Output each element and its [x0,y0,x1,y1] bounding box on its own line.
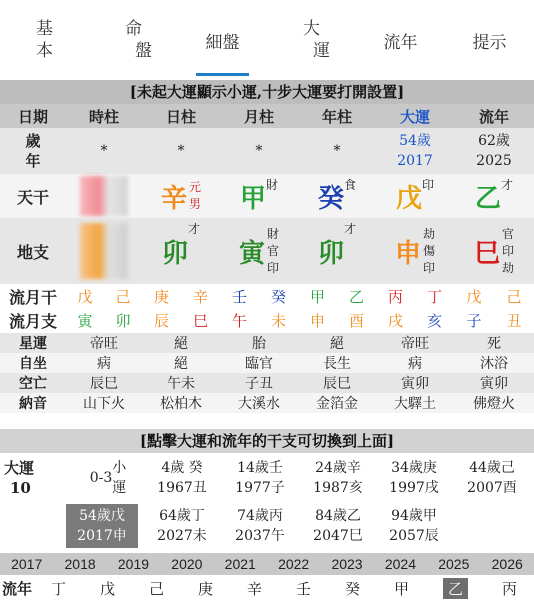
tiangan-day-sup: 元 [189,180,202,194]
xingyun-value: 絕 [174,336,188,352]
tiangan-dayun-sup: 印 [422,178,435,192]
tab-liunian-label: 流年 [383,32,418,53]
year-label: 2023 [331,556,363,572]
dizhi-day-hide: 才 [188,222,201,236]
xingyun-value: 帝旺 [401,336,429,352]
dizhi-liunian-hide-3: 劫 [502,260,515,275]
dizhi-row [0,218,534,284]
age-liunian [454,128,534,174]
tiangan-hour-blurred [66,174,142,218]
liunian-years-bar [0,553,534,575]
xiaoyun-char1: 小 [112,460,127,476]
tab-detail[interactable] [178,0,267,80]
dayun-label [4,458,34,498]
liuyue-zhi-item: 子 [466,311,482,330]
age-dayun [376,128,454,174]
dizhi-dayun[interactable] [376,218,454,284]
liuyue-zhi-item: 卯 [115,311,131,330]
year-label: 2021 [224,556,256,572]
dayun-cell[interactable] [298,504,378,548]
switch-notice: [點擊大運和流年的干支可切換到上面] [0,429,534,453]
dizhi-dayun-char: 申 [394,238,421,269]
dayun-year-zhi: 2037午 [235,528,285,544]
liuyue-gan-item: 癸 [270,287,286,306]
dayun-cell[interactable] [298,456,378,500]
liunian-item[interactable]: 庚 [197,580,213,598]
liuyue-gan-item: 己 [506,287,522,306]
liuyue-gan-item: 辛 [192,287,208,306]
xiaoyun-char2: 運 [112,480,127,496]
tiangan-liunian-sup: 才 [501,178,514,192]
liunian-year: 2025 [476,153,512,169]
age-label-line2: 年 [25,152,41,170]
dizhi-month-char: 寅 [238,238,265,269]
tiangan-row [0,174,534,218]
liunian-item[interactable]: 丁 [50,580,66,598]
tab-chart[interactable] [89,0,178,80]
liuyue-zhi-item: 酉 [348,311,364,330]
liuyue-zhi-item: 戌 [387,311,403,330]
tab-basic-line1: 基 [36,19,53,39]
dayun-cell[interactable] [142,504,222,548]
dizhi-liunian-char: 巳 [473,238,500,269]
dizhi-hour-blurred [66,218,142,284]
year-label: 2026 [491,556,523,572]
zizuo-value: 絕 [174,356,188,372]
tiangan-year[interactable] [298,174,376,218]
liuyue-gan-item: 戊 [466,287,482,306]
tab-dayun-line1: 大 [303,19,320,39]
liuyue-zhi-item: 申 [309,311,325,330]
liunian-item[interactable]: 癸 [344,580,360,598]
dayun-age: 54歲 [399,133,431,149]
kongwang-value: 辰巳 [90,376,118,392]
liuyue-gan-item: 庚 [153,287,169,306]
tab-chart-line1: 命 [125,19,142,39]
liuyue-gan-item: 己 [115,287,131,306]
dizhi-month[interactable] [220,218,298,284]
xiaoyun-range: 0-3 [89,470,113,486]
nayin-label: 納音 [19,396,47,412]
dayun-age-gan: 94歲甲 [391,508,437,524]
dayun-year: 2017 [397,153,433,169]
nayin-value: 佛燈火 [473,396,515,412]
dayun-age-gan: 54歲戊 [79,508,125,524]
liuyue-zhi-item: 丑 [506,311,522,330]
dayun-cell-selected[interactable] [66,504,138,548]
dayun-cell[interactable] [374,456,454,500]
dizhi-month-hide-2: 官 [267,243,280,258]
tiangan-dayun[interactable] [376,174,454,218]
kongwang-value: 子丑 [245,376,273,392]
zizuo-row [0,353,534,373]
header-dayun: 大運 [399,107,430,126]
dizhi-year[interactable] [298,218,376,284]
age-month: * [255,143,263,159]
blurred-image [80,176,128,216]
xingyun-value: 帝旺 [90,336,118,352]
kongwang-value: 辰巳 [323,376,351,392]
liuyue-zhi-item: 未 [270,311,286,330]
age-day: * [177,143,185,159]
zizuo-value: 長生 [323,356,351,372]
header-liunian: 流年 [478,107,509,126]
liunian-item[interactable]: 辛 [246,580,262,598]
tiangan-year-sup: 食 [344,178,357,192]
tiangan-month-sup: 財 [266,178,279,192]
kongwang-value: 寅卯 [480,376,508,392]
zizuo-label: 自坐 [19,356,47,372]
liuyue-zhi-item: 辰 [153,311,169,330]
zizuo-value: 沐浴 [480,356,508,372]
dayun-cell-xiaoyun[interactable] [68,456,148,500]
nayin-value: 金箔金 [316,396,358,412]
liuyue-gan-item: 乙 [348,287,364,306]
dizhi-day-char: 卯 [161,238,188,269]
dizhi-label: 地支 [16,242,49,262]
liuyue-gan-row [0,284,534,308]
tiangan-label: 天干 [16,187,49,207]
xingyun-value: 死 [487,336,501,352]
zizuo-value: 臨官 [245,356,273,372]
dayun-year-zhi: 2057辰 [389,528,439,544]
dayun-year-zhi: 2027未 [157,528,207,544]
liunian-item[interactable]: 戊 [99,580,115,598]
dayun-cell[interactable] [452,456,532,500]
tiangan-liunian[interactable] [454,174,534,218]
age-year: * [333,143,341,159]
tiangan-day-char: 辛 [160,183,187,214]
year-label: 2025 [438,556,470,572]
tiangan-day-sub: 男 [189,197,202,211]
dayun-grid [0,454,534,552]
dayun-year-zhi: 1967丑 [157,480,207,496]
liuyue-gan-item: 壬 [231,287,247,306]
xingyun-row [0,333,534,353]
liunian-item[interactable]: 甲 [393,580,409,598]
age-label [0,128,66,174]
dayun-age-gan: 84歲乙 [315,508,361,524]
dayun-age-gan: 4歲 癸 [161,460,203,476]
tiangan-liunian-char: 乙 [474,183,501,214]
liuyue-zhi-item: 寅 [77,311,93,330]
tab-detail-label: 細盤 [205,32,240,53]
pillar-header-row [0,104,534,128]
nayin-value: 大溪水 [238,396,280,412]
dayun-start-age: 10 [10,479,31,497]
age-hour: * [100,143,108,159]
dayun-age-gan: 34歲庚 [391,460,437,476]
nayin-value: 大驛土 [394,396,436,412]
tab-liunian[interactable] [356,0,445,80]
dayun-year-zhi: 2007酉 [467,480,517,496]
tiangan-dayun-char: 戊 [395,183,422,214]
dayun-cell[interactable] [220,504,300,548]
tab-basic-line2: 本 [36,41,53,61]
liuyue-gan-label: 流月干 [8,287,57,307]
liuyue-zhi-item: 午 [231,311,247,330]
xingyun-value: 胎 [252,336,266,352]
tab-bar [0,0,534,80]
blurred-image [80,223,128,279]
dayun-cell[interactable] [220,456,300,500]
dayun-age-gan: 64歲丁 [159,508,205,524]
header-year: 年柱 [321,107,352,126]
dayun-age-gan: 74歲丙 [237,508,283,524]
age-row [0,128,534,174]
dayun-cell[interactable] [374,504,454,548]
tab-tips[interactable] [445,0,534,80]
year-label: 2019 [117,556,150,572]
tab-dayun[interactable] [267,0,356,80]
tiangan-day[interactable] [142,174,220,218]
dizhi-dayun-hide-3: 印 [423,260,436,275]
tab-chart-line2: 盤 [135,41,152,61]
year-label: 2022 [278,556,310,572]
tab-tips-label: 提示 [472,32,507,53]
dayun-year-zhi: 2017申 [77,528,127,544]
dayun-year-zhi: 1977子 [235,480,285,496]
dayun-year-zhi: 1997戌 [389,480,439,496]
liuyue-gan-item: 丁 [426,287,442,306]
dayun-label-text: 大運 [4,459,35,477]
liuyue-zhi-item: 亥 [426,311,442,330]
dizhi-dayun-hide-1: 劫 [423,226,436,241]
dizhi-day[interactable] [142,218,220,284]
liuyue-gan-item: 丙 [387,287,403,306]
dizhi-year-char: 卯 [317,238,344,269]
dayun-cell[interactable] [142,456,222,500]
liuyue-zhi-row [0,308,534,332]
dayun-age-gan: 14歲壬 [237,460,283,476]
dizhi-year-hide: 才 [344,222,357,236]
kongwang-value: 午未 [167,376,195,392]
header-hour: 時柱 [88,107,119,126]
year-label: 2018 [64,556,96,572]
dayun-year-zhi: 2047巳 [313,528,363,544]
year-label: 2020 [171,556,203,572]
dayun-age-gan: 24歲辛 [315,460,361,476]
dizhi-liunian[interactable] [454,218,534,284]
header-month: 月柱 [243,107,274,126]
liuyue-zhi-item: 巳 [192,311,208,330]
liunian-age: 62歲 [478,133,510,149]
dizhi-liunian-hide-1: 官 [502,226,515,241]
liunian-item-selected[interactable]: 乙 [443,578,468,599]
kongwang-label: 空亡 [19,376,47,392]
kongwang-value: 寅卯 [401,376,429,392]
nayin-value: 松柏木 [160,396,202,412]
dizhi-liunian-hide-2: 印 [502,243,515,258]
nayin-row [0,393,534,413]
dizhi-month-hide-3: 印 [267,260,280,275]
tiangan-year-char: 癸 [317,183,344,214]
liunian-item[interactable]: 己 [148,580,164,598]
year-label: 2024 [384,556,416,572]
liuyue-gan-item: 甲 [309,287,325,306]
liuyue-zhi-label: 流月支 [8,311,57,331]
xingyun-label: 星運 [19,336,47,352]
liunian-row [0,576,534,601]
liunian-item[interactable]: 丙 [501,580,517,598]
xingyun-value: 絕 [330,336,344,352]
zizuo-value: 病 [97,356,111,372]
dizhi-dayun-hide-2: 傷 [423,243,436,258]
liuyue-gan-item: 戊 [77,287,93,306]
liunian-item[interactable]: 壬 [295,580,311,598]
header-date: 日期 [17,107,48,126]
dayun-age-gan: 44歲己 [469,460,515,476]
header-day: 日柱 [165,107,196,126]
tiangan-month[interactable] [220,174,298,218]
age-label-line1: 歲 [25,132,41,150]
settings-notice: [未起大運顯示小運,十步大運要打開設置] [0,80,534,104]
tiangan-month-char: 甲 [239,183,266,214]
nayin-value: 山下火 [83,396,125,412]
year-label: 2017 [11,556,43,572]
kongwang-row [0,373,534,393]
dayun-year-zhi: 1987亥 [313,480,363,496]
tab-basic[interactable] [0,0,89,80]
dizhi-month-hide-1: 財 [267,226,280,241]
tab-dayun-line2: 運 [313,41,330,61]
zizuo-value: 病 [408,356,422,372]
liunian-label: 流年 [1,580,32,598]
